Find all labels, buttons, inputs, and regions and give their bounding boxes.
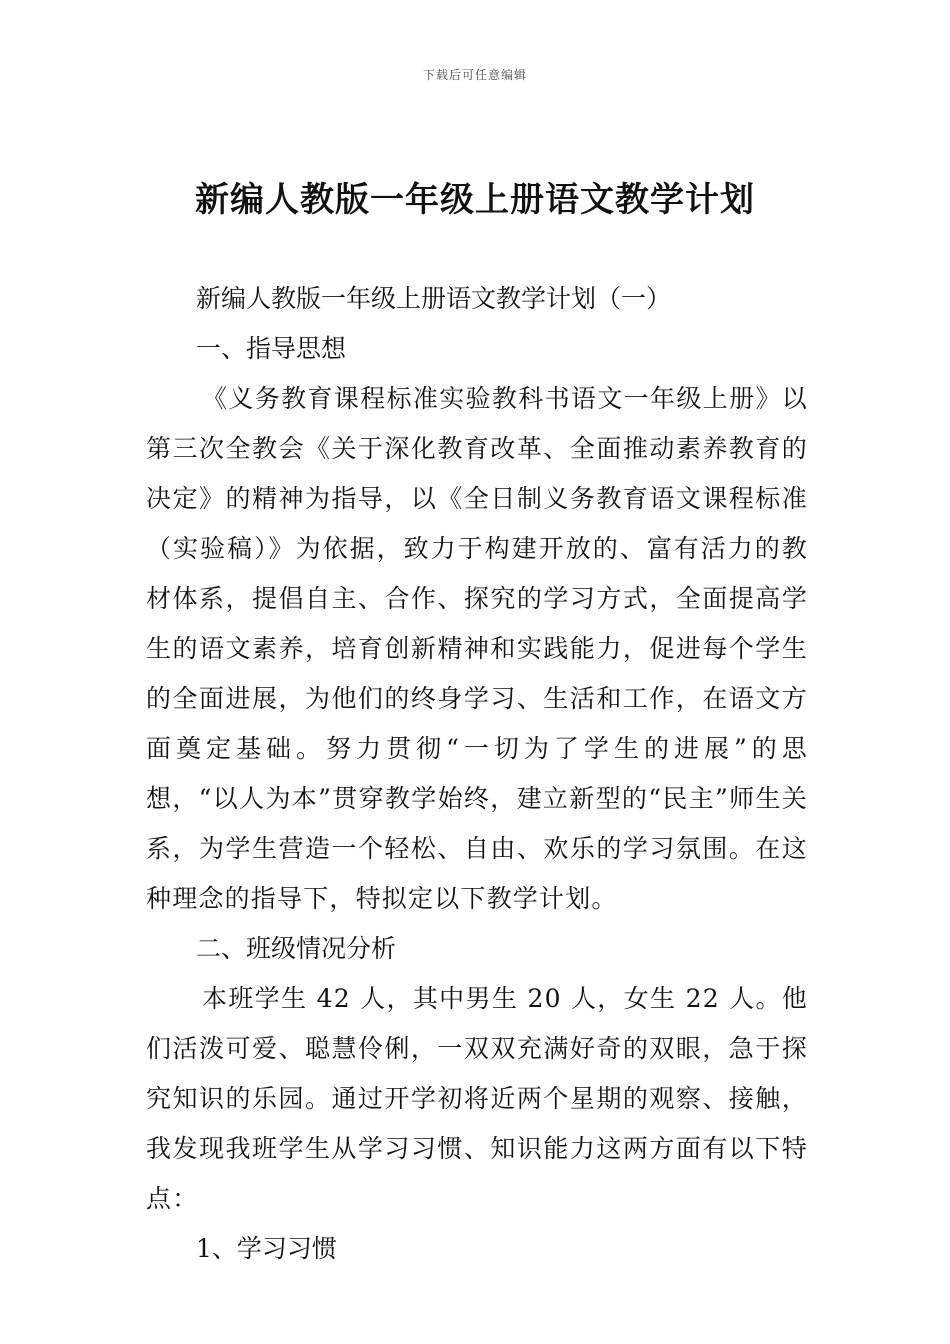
document-subtitle: 新编人教版一年级上册语文教学计划（一） — [196, 284, 672, 313]
section-paragraph-guiding-ideology: 《义务教育课程标准实验教科书语文一年级上册》以第三次全教会《关于深化教育改革、全面推动素养教育的决定》的精神为指导，以《全日制义务教育语文课程标准（实验稿）》为依据，致力于构建开放的、富有活力的教材体系，提倡自主、合作、探究的学习方式，全面提高学生的语文素养，培育创新精神和实践能力，促进每个学生的全面进展，为他们的终身学习、生活和工作，在语文方面奠定基础。努力贯彻“一切为了学生的进展”的思想，“以人为本”贯穿教学始终，建立新型的“民主”师生关系，为学生营造一个轻松、自由、欢乐的学习氛围。在这种理念的指导下，特拟定以下教学计划。 — [146, 384, 808, 913]
section-heading-guiding-ideology: 一、指导思想 — [196, 334, 347, 363]
document-title: 新编人教版一年级上册语文教学计划 — [195, 180, 755, 220]
section-heading-class-analysis: 二、班级情况分析 — [196, 934, 397, 963]
section-paragraph-class-analysis: 本班学生 42 人，其中男生 20 人，女生 22 人。他们活泼可爱、聪慧伶俐，一双双充满好奇的双眼，急于探究知识的乐园。通过开学初将近两个星期的观察、接触，我发现我班学生从学习习惯、知识能力这两方面有以下特点： — [146, 984, 808, 1213]
subsection-heading-study-habits: 1、学习习惯 — [196, 1234, 337, 1263]
document-body — [146, 274, 808, 1274]
header-note: 下载后可任意编辑 — [422, 68, 527, 82]
